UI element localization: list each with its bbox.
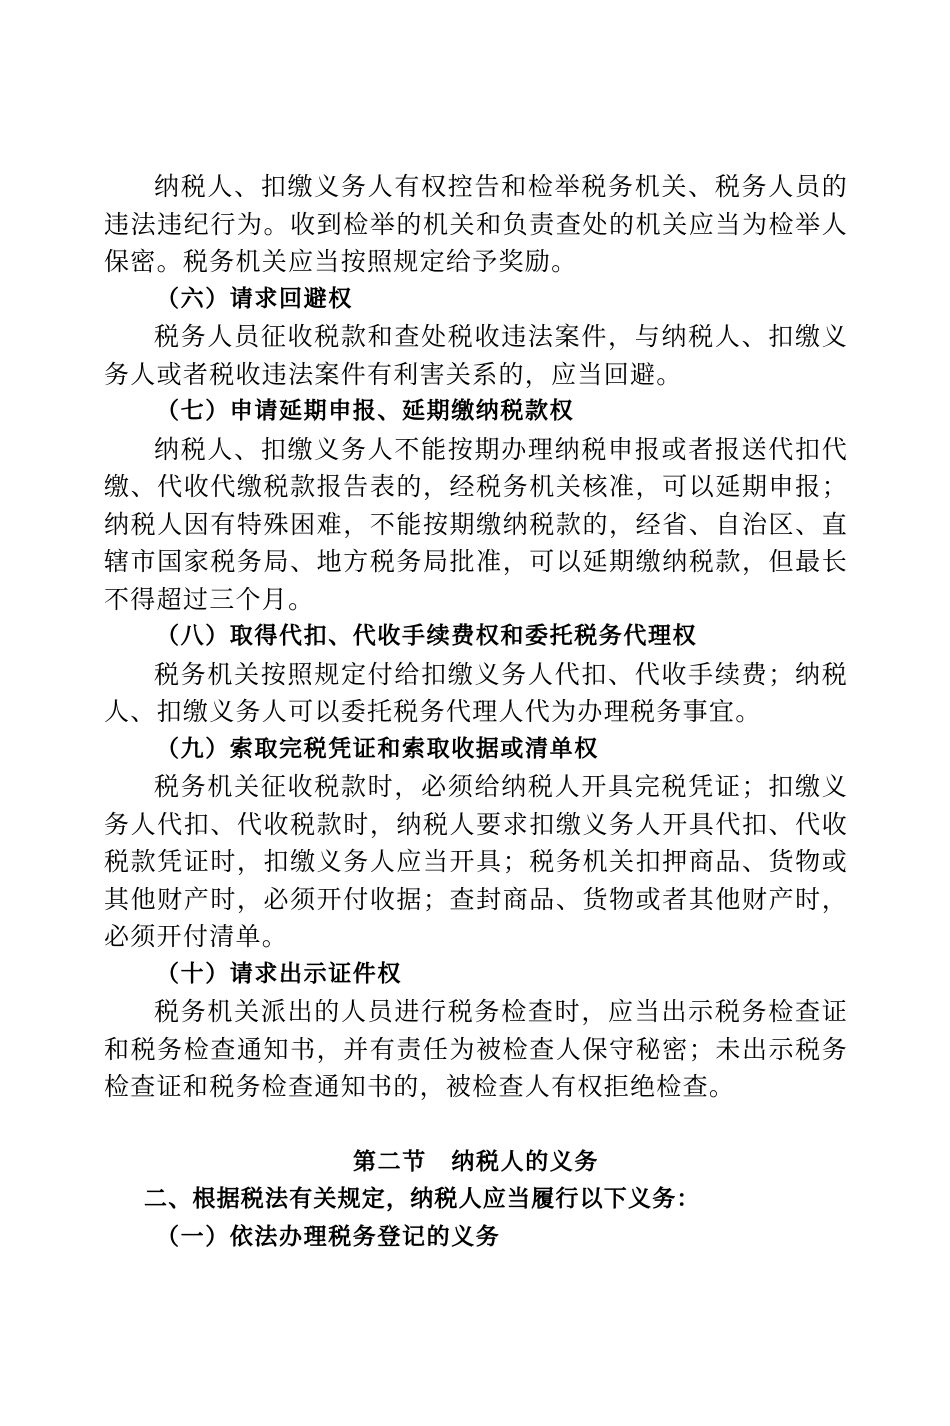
paragraph-recusal: 税务人员征收税款和查处税收违法案件，与纳税人、扣缴义务人或者税收违法案件有利害关系的，应当回避。	[104, 322, 848, 389]
heading-recusal-right: （六）请求回避权	[156, 285, 353, 312]
paragraph-extension: 纳税人、扣缴义务人不能按期办理纳税申报或者报送代扣代缴、代收代缴税款报告表的，经税务机关核准，可以延期申报；纳税人因有特殊困难，不能按期缴纳税款的，经省、自治区、直辖市国家税务局、地方税务局批准，可以延期缴纳税款，但最长不得超过三个月。	[104, 434, 848, 614]
heading-extension-right: （七）申请延期申报、延期缴纳税款权	[156, 398, 575, 424]
paragraph-credential: 税务机关派出的人员进行税务检查时，应当出示税务检查证和税务检查通知书，并有责任为被检查人保守秘密；未出示税务检查证和税务检查通知书的，被检查人有权拒绝检查。	[104, 997, 848, 1101]
section-title: 第二节 纳税人的义务	[353, 1148, 599, 1175]
document-body	[104, 168, 848, 1256]
heading-fee-agency-right: （八）取得代扣、代收手续费权和委托税务代理权	[156, 623, 698, 649]
heading-credential-right: （十）请求出示证件权	[156, 960, 402, 987]
heading-registration-duty: （一）依法办理税务登记的义务	[156, 1223, 501, 1250]
paragraph-receipt: 税务机关征收税款时，必须给纳税人开具完税凭证；扣缴义务人代扣、代收税款时，纳税人要求扣缴义务人开具代扣、代收税款凭证时，扣缴义务人应当开具；税务机关扣押商品、货物或其他财产时，必须开付收据；查封商品、货物或者其他财产时，必须开付清单。	[104, 772, 848, 951]
section-lead: 二、根据税法有关规定，纳税人应当履行以下义务：	[144, 1186, 701, 1212]
paragraph-fee-agency: 税务机关按照规定付给扣缴义务人代扣、代收手续费；纳税人、扣缴义务人可以委托税务代理人代为办理税务事宜。	[104, 659, 848, 726]
heading-receipt-right: （九）索取完税凭证和索取收据或清单权	[156, 735, 599, 762]
paragraph-report-rights: 纳税人、扣缴义务人有权控告和检举税务机关、税务人员的违法违纪行为。收到检举的机关和负责查处的机关应当为检举人保密。税务机关应当按照规定给予奖励。	[104, 172, 848, 276]
